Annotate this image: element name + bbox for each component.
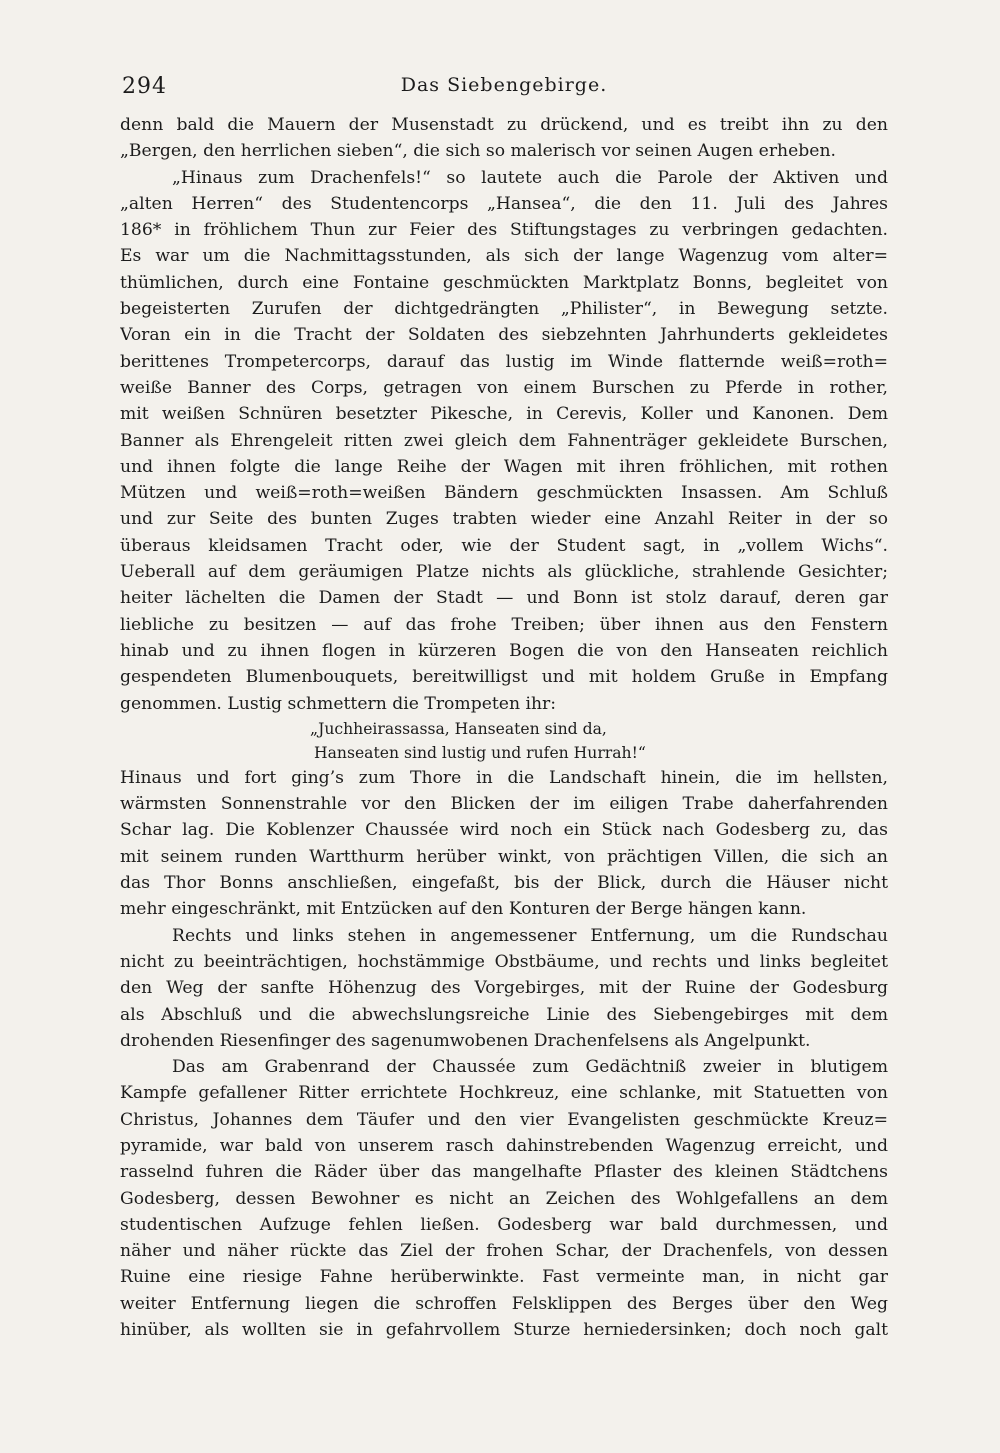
text-line: thümlichen, durch eine Fontaine geschmückten Marktplatz Bonns, begleitet von: [120, 272, 888, 293]
text-line: Rechts und links stehen in angemessener Entfernung, um die Rundschau: [172, 925, 888, 946]
text-line: das Thor Bonns anschließen, eingefaßt, bis der Blick, durch die Häuser nicht: [120, 873, 888, 894]
text-line: nicht zu beeinträchtigen, hochstämmige Obstbäume, und rechts und links begleitet: [120, 951, 888, 972]
verse-line: „Juchheirassassa, Hanseaten sind da,: [310, 719, 607, 738]
text-line: „Hinaus zum Drachenfels!“ so lautete auch die Parole der Aktiven und: [172, 167, 888, 188]
text-line: hinab und zu ihnen flogen in kürzeren Bogen die von den Hanseaten reichlich: [120, 640, 888, 661]
text-line: näher und näher rückte das Ziel der frohen Schar, der Drachenfels, von dessen: [120, 1241, 888, 1262]
text-line: begeisterten Zurufen der dichtgedrängten „Philister“, in Bewegung setzte.: [120, 299, 888, 320]
text-line: heiter lächelten die Damen der Stadt — und Bonn ist stolz darauf, deren gar: [120, 588, 888, 609]
page-header: [120, 72, 888, 102]
text-line: mehr eingeschränkt, mit Entzücken auf den Konturen der Berge hängen kann.: [120, 899, 807, 920]
text-line: gespendeten Blumenbouquets, bereitwilligst und mit holdem Gruße in Empfang: [120, 667, 888, 688]
text-line: weiter Entfernung liegen die schroffen Felsklippen des Berges über den Weg: [120, 1293, 888, 1314]
text-line: Christus, Johannes dem Täufer und den vier Evangelisten geschmückte Kreuz=: [120, 1109, 888, 1130]
text-line: Mützen und weiß=roth=weißen Bändern geschmückten Insassen. Am Schluß: [120, 483, 888, 504]
verse-line: Hanseaten sind lustig und rufen Hurrah!“: [314, 743, 646, 762]
text-line: denn bald die Mauern der Musenstadt zu drückend, und es treibt ihn zu den: [120, 115, 888, 135]
text-line: hinüber, als wollten sie in gefahrvollem Sturze herniedersinken; doch noch galt: [120, 1320, 888, 1341]
text-line: mit seinem runden Wartthurm herüber winkt, von prächtigen Villen, die sich an: [120, 846, 888, 867]
body-text: [120, 112, 888, 1343]
text-line: Ueberall auf dem geräumigen Platze nichts als glückliche, strahlende Gesichter;: [120, 562, 888, 583]
text-line: liebliche zu besitzen — auf das frohe Treiben; über ihnen aus den Fenstern: [120, 614, 888, 635]
text-line: Hinaus und fort ging’s zum Thore in die Landschaft hinein, die im hellsten,: [120, 767, 888, 788]
running-title: Das Siebengebirge.: [400, 74, 608, 96]
text-line: Das am Grabenrand der Chaussée zum Gedächtniß zweier in blutigem: [172, 1057, 888, 1078]
text-line: als Abschluß und die abwechslungsreiche Linie des Siebengebirges mit dem: [120, 1004, 888, 1025]
text-line: mit weißen Schnüren besetzter Pikesche, in Cerevis, Koller und Kanonen. Dem: [120, 404, 888, 425]
text-line: rasselnd fuhren die Räder über das mangelhafte Pflaster des kleinen Städtchens: [120, 1162, 888, 1183]
text-line: und ihnen folgte die lange Reihe der Wagen mit ihren fröhlichen, mit rothen: [120, 456, 888, 477]
text-line: genommen. Lustig schmettern die Trompeten ihr:: [120, 693, 557, 714]
text-line: drohenden Riesenfinger des sagenumwobenen Drachenfelsens als Angelpunkt.: [120, 1030, 811, 1051]
text-line: 186* in fröhlichem Thun zur Feier des Stiftungstages zu verbringen gedachten.: [120, 220, 888, 241]
text-line: „alten Herren“ des Studentencorps „Hansea“, die den 11. Juli des Jahres: [120, 193, 888, 214]
text-line: Voran ein in die Tracht der Soldaten des siebzehnten Jahrhunderts gekleidetes: [120, 325, 888, 346]
text-line: überaus kleidsamen Tracht oder, wie der Student sagt, in „vollem Wichs“.: [120, 535, 888, 556]
text-line: wärmsten Sonnenstrahle vor den Blicken der im eiligen Trabe daherfahrenden: [120, 794, 888, 815]
page-number: 294: [122, 74, 167, 99]
text-line: und zur Seite des bunten Zuges trabten wieder eine Anzahl Reiter in der so: [120, 509, 888, 530]
text-line: berittenes Trompetercorps, darauf das lustig im Winde flatternde weiß=roth=: [120, 351, 888, 372]
text-line: Kampfe gefallener Ritter errichtete Hochkreuz, eine schlanke, mit Statuetten von: [120, 1083, 888, 1104]
text-line: pyramide, war bald von unserem rasch dahinstrebenden Wagenzug erreicht, und: [120, 1135, 888, 1156]
text-line: Es war um die Nachmittagsstunden, als sich der lange Wagenzug vom alter=: [120, 246, 888, 267]
text-line: studentischen Aufzuge fehlen ließen. Godesberg war bald durchmessen, und: [120, 1214, 888, 1235]
text-line: den Weg der sanfte Höhenzug des Vorgebirges, mit der Ruine der Godesburg: [120, 978, 888, 999]
text-line: weiße Banner des Corps, getragen von einem Burschen zu Pferde in rother,: [120, 377, 888, 398]
text-line: Ruine eine riesige Fahne herüberwinkte. Fast vermeinte man, in nicht gar: [120, 1267, 888, 1288]
text-line: Godesberg, dessen Bewohner es nicht an Zeichen des Wohlgefallens an dem: [120, 1188, 888, 1209]
text-line: Banner als Ehrengeleit ritten zwei gleich dem Fahnenträger gekleidete Burschen,: [120, 430, 888, 451]
text-line: Schar lag. Die Koblenzer Chaussée wird noch ein Stück nach Godesberg zu, das: [120, 820, 888, 841]
text-line: „Bergen, den herrlichen sieben“, die sich so malerisch vor seinen Augen erheben.: [120, 141, 836, 162]
